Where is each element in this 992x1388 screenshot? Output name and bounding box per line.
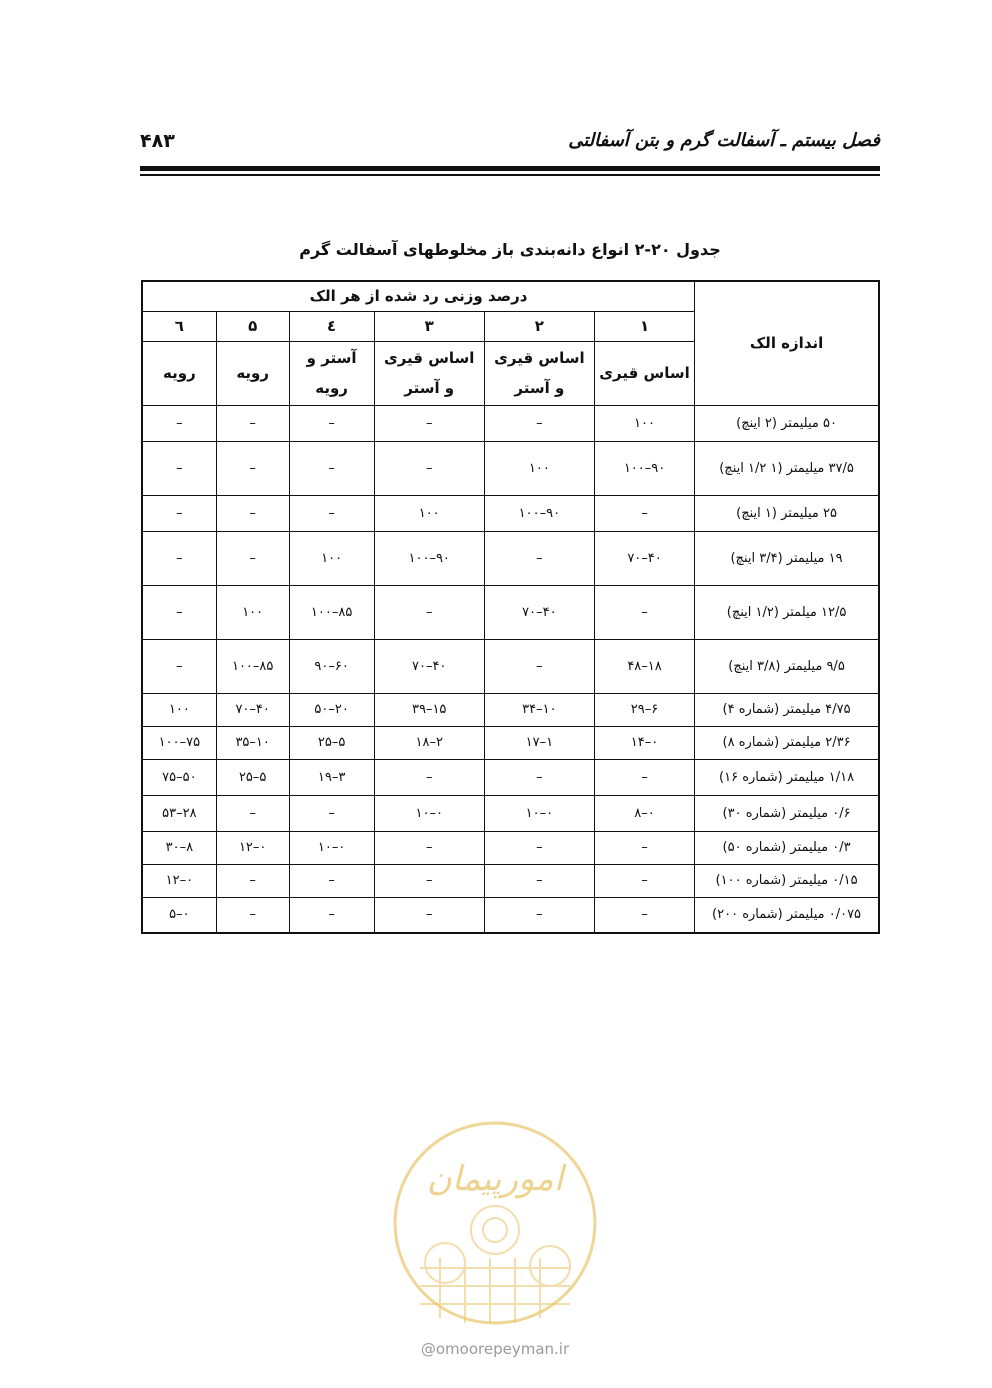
watermark-site: @omoorepeyman.ir [420, 1340, 570, 1358]
percent-passing-cell: – [594, 831, 694, 864]
percent-passing-cell: – [594, 585, 694, 639]
column-type: اساس قیری [594, 341, 694, 405]
percent-passing-cell: – [142, 405, 216, 441]
percent-passing-cell: – [374, 897, 484, 933]
percent-passing-cell: ۶–۲۹ [594, 693, 694, 726]
percent-passing-cell: ۱۰۰ [374, 495, 484, 531]
column-type: اساس قیری و آستر [374, 341, 484, 405]
percent-passing-cell: ۱۸–۴۸ [594, 639, 694, 693]
chapter-title: فصل بیستم ـ آسفالت گرم و بتن آسفالتی [568, 130, 880, 151]
header-rule-thin [140, 174, 880, 176]
percent-passing-cell: ۰–۱۲ [216, 831, 289, 864]
column-type: اساس قیری و آستر [484, 341, 594, 405]
column-number: ۳ [374, 311, 484, 341]
sieve-size-cell: ۰/۰۷۵ میلیمتر (شماره ۲۰۰) [695, 897, 879, 933]
sieve-size-cell: ۳۷/۵ میلیمتر (۱ ۱/۲ اینچ) [695, 441, 879, 495]
percent-passing-cell: ۸۵–۱۰۰ [216, 639, 289, 693]
table-row [142, 759, 879, 795]
table-row [142, 897, 879, 933]
percent-passing-cell: – [484, 531, 594, 585]
percent-passing-cell: ۰–۱۰ [374, 795, 484, 831]
percent-passing-cell: ۵–۲۵ [289, 726, 374, 759]
percent-passing-cell: – [142, 441, 216, 495]
grading-table [141, 280, 880, 934]
page-number: ۴۸۳ [140, 130, 175, 152]
percent-passing-cell: – [289, 495, 374, 531]
percent-passing-cell: ۱۰۰ [594, 405, 694, 441]
percent-passing-cell: – [594, 759, 694, 795]
percent-passing-cell: – [484, 405, 594, 441]
header-rule-thick [140, 166, 880, 171]
percent-passing-cell: ۱۵–۳۹ [374, 693, 484, 726]
sieve-size-cell: ۰/۳ میلیمتر (شماره ۵۰) [695, 831, 879, 864]
percent-passing-cell: – [374, 441, 484, 495]
sieve-size-cell: ۱/۱۸ میلیمتر (شماره ۱۶) [695, 759, 879, 795]
percent-passing-cell: – [594, 897, 694, 933]
percent-passing-cell: ۱۰۰ [484, 441, 594, 495]
percent-passing-cell: – [594, 495, 694, 531]
percent-passing-cell: – [374, 864, 484, 897]
percent-passing-cell: – [484, 831, 594, 864]
percent-passing-cell: ۰–۸ [594, 795, 694, 831]
table-row [142, 441, 879, 495]
column-number: ۲ [484, 311, 594, 341]
percent-passing-cell: – [216, 495, 289, 531]
sieve-size-cell: ۰/۱۵ میلیمتر (شماره ۱۰۰) [695, 864, 879, 897]
sieve-size-cell: ۱۹ میلیمتر (۳/۴ اینچ) [695, 531, 879, 585]
table-caption: جدول ۲۰-۲ انواع دانه‌بندی باز مخلوطهای آسفالت گرم [299, 240, 721, 259]
percent-passing-cell: – [142, 585, 216, 639]
percent-passing-cell: – [289, 441, 374, 495]
percent-passing-cell: ۱۰۰ [142, 693, 216, 726]
percent-passing-cell: – [374, 585, 484, 639]
table-row [142, 864, 879, 897]
percent-passing-cell: ۲۰–۵۰ [289, 693, 374, 726]
percent-passing-cell: ۷۵–۱۰۰ [142, 726, 216, 759]
percent-passing-cell: ۹۰–۱۰۰ [594, 441, 694, 495]
sieve-size-cell: ۹/۵ میلیمتر (۳/۸ اینچ) [695, 639, 879, 693]
percent-passing-cell: – [142, 495, 216, 531]
percent-passing-cell: ۴۰–۷۰ [216, 693, 289, 726]
percent-passing-cell: – [374, 759, 484, 795]
percent-passing-cell: – [289, 405, 374, 441]
table-row [142, 831, 879, 864]
percent-passing-cell: – [216, 405, 289, 441]
percent-passing-cell: – [289, 897, 374, 933]
percent-passing-cell: – [216, 795, 289, 831]
table-row [142, 795, 879, 831]
table-row [142, 585, 879, 639]
passing-percent-header: درصد وزنی رد شده از هر الک [142, 281, 695, 311]
percent-passing-cell: ۸۵–۱۰۰ [289, 585, 374, 639]
sieve-size-cell: ۰/۶ میلیمتر (شماره ۳۰) [695, 795, 879, 831]
page-header [140, 128, 880, 158]
column-type: آستر و رویه [289, 341, 374, 405]
sieve-size-header: اندازه الک [695, 281, 879, 405]
percent-passing-cell: ۰–۱۲ [142, 864, 216, 897]
percent-passing-cell: ۲–۱۸ [374, 726, 484, 759]
watermark-logo [390, 1118, 600, 1328]
percent-passing-cell: – [216, 864, 289, 897]
percent-passing-cell: – [484, 639, 594, 693]
percent-passing-cell: ۵–۲۵ [216, 759, 289, 795]
column-type: رویه [216, 341, 289, 405]
percent-passing-cell: – [484, 897, 594, 933]
percent-passing-cell: – [289, 864, 374, 897]
percent-passing-cell: ۴۰–۷۰ [594, 531, 694, 585]
sieve-size-cell: ۲/۳۶ میلیمتر (شماره ۸) [695, 726, 879, 759]
percent-passing-cell: – [216, 531, 289, 585]
percent-passing-cell: ۶۰–۹۰ [289, 639, 374, 693]
table-row [142, 639, 879, 693]
percent-passing-cell: – [216, 897, 289, 933]
sieve-size-cell: ۱۲/۵ میلمتر (۱/۲ اینچ) [695, 585, 879, 639]
column-number: ٦ [142, 311, 216, 341]
table-body [142, 405, 879, 933]
percent-passing-cell: ۲۸–۵۳ [142, 795, 216, 831]
percent-passing-cell: ۰–۵ [142, 897, 216, 933]
percent-passing-cell: ۴۰–۷۰ [374, 639, 484, 693]
percent-passing-cell: ۰–۱۴ [594, 726, 694, 759]
percent-passing-cell: – [216, 441, 289, 495]
percent-passing-cell: ۱–۱۷ [484, 726, 594, 759]
percent-passing-cell: ۰–۱۰ [289, 831, 374, 864]
table-row [142, 495, 879, 531]
percent-passing-cell: ۴۰–۷۰ [484, 585, 594, 639]
percent-passing-cell: ۱۰۰ [289, 531, 374, 585]
column-type: رویه [142, 341, 216, 405]
percent-passing-cell: ۰–۱۰ [484, 795, 594, 831]
percent-passing-cell: – [142, 531, 216, 585]
percent-passing-cell: ۵۰–۷۵ [142, 759, 216, 795]
table-row [142, 531, 879, 585]
sieve-size-cell: ۴/۷۵ میلیمتر (شماره ۴) [695, 693, 879, 726]
table-row [142, 693, 879, 726]
percent-passing-cell: – [289, 795, 374, 831]
percent-passing-cell: ۹۰–۱۰۰ [484, 495, 594, 531]
percent-passing-cell: – [484, 759, 594, 795]
percent-passing-cell: – [484, 864, 594, 897]
column-number: ٤ [289, 311, 374, 341]
percent-passing-cell: ۸–۳۰ [142, 831, 216, 864]
column-number: ۵ [216, 311, 289, 341]
table-row [142, 726, 879, 759]
percent-passing-cell: ۳–۱۹ [289, 759, 374, 795]
percent-passing-cell: ۱۰–۳۵ [216, 726, 289, 759]
percent-passing-cell: ۱۰۰ [216, 585, 289, 639]
percent-passing-cell: – [142, 639, 216, 693]
percent-passing-cell: – [374, 405, 484, 441]
watermark-logo-text: امورپیمان [426, 1159, 564, 1199]
percent-passing-cell: – [374, 831, 484, 864]
percent-passing-cell: ۹۰–۱۰۰ [374, 531, 484, 585]
sieve-size-cell: ۲۵ میلیمتر (۱ اینچ) [695, 495, 879, 531]
column-number: ۱ [594, 311, 694, 341]
percent-passing-cell: – [594, 864, 694, 897]
sieve-size-cell: ۵۰ میلیمتر (۲ اینچ) [695, 405, 879, 441]
percent-passing-cell: ۱۰–۳۴ [484, 693, 594, 726]
table-row [142, 405, 879, 441]
